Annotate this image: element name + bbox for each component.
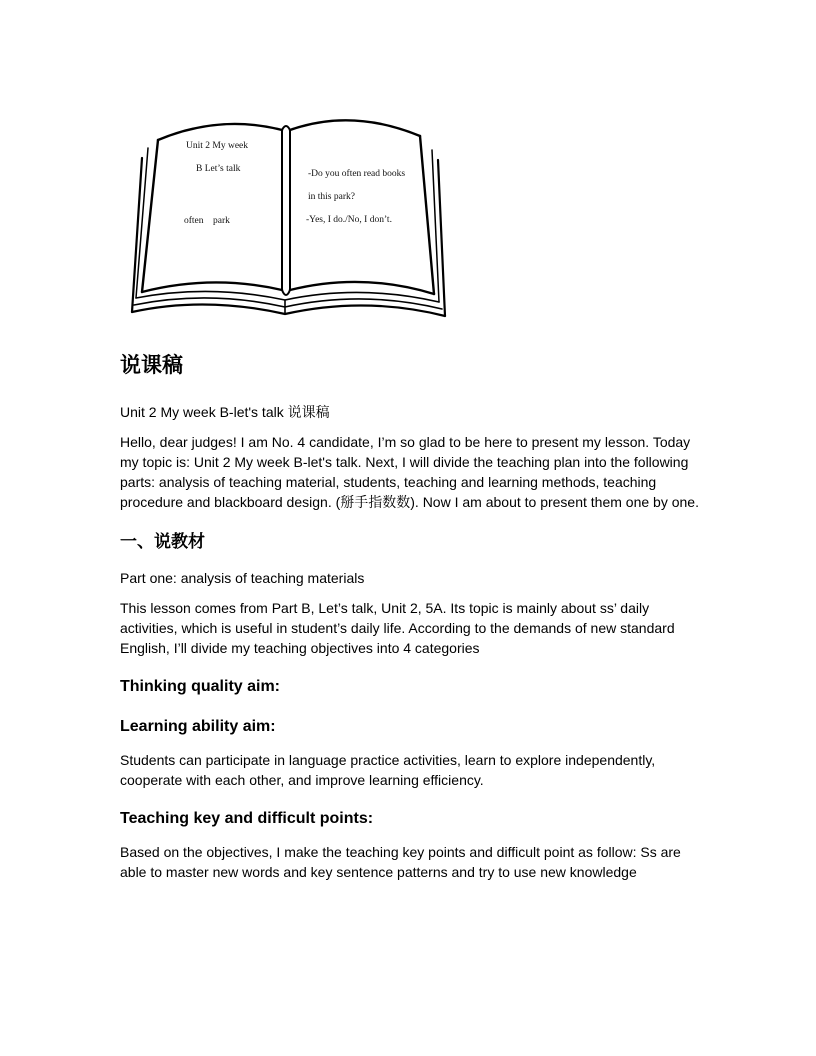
thinking-quality-heading: Thinking quality aim:	[120, 678, 281, 695]
document-body	[120, 348, 700, 892]
document-title: 说课稿	[120, 353, 183, 377]
lesson-description: This lesson comes from Part B, Let’s talk, Unit 2, 5A. Its topic is mainly about ss’ daily activities, which is useful in student’s daily life. According to the demands of new standard English, I’ll divide my teaching objectives into 4 categories	[120, 600, 675, 656]
book-text-unit: Unit 2 My week	[186, 141, 249, 151]
learning-ability-text: Students can participate in language practice activities, learn to explore independently, cooperate with each other, and improve learning efficiency.	[120, 752, 656, 788]
open-book-illustration	[120, 100, 450, 325]
part-one-label: Part one: analysis of teaching materials	[120, 570, 365, 586]
section-heading-materials: 一、说教材	[120, 532, 205, 552]
document-subtitle: Unit 2 My week B-let's talk 说课稿	[120, 404, 330, 420]
book-text-question: -Do you often read books	[308, 169, 406, 179]
intro-paragraph: Hello, dear judges! I am No. 4 candidate, I’m so glad to be here to present my lesson. Today my topic is: Unit 2 My week B-let's talk. Next, I will divide the teaching plan into the following parts: analysis of teaching material, students, teaching and learning methods, teaching procedure and blackboard design. (掰手指数数). Now I am about to present them one by one.	[120, 434, 699, 510]
book-text-lets-talk: B Let’s talk	[196, 164, 241, 174]
book-text-answer: -Yes, I do./No, I don’t.	[306, 215, 392, 225]
key-points-text: Based on the objectives, I make the teaching key points and difficult point as follow: Ss are able to master new words and key sentence patterns and try to use new knowledge	[120, 844, 681, 880]
key-points-heading: Teaching key and difficult points:	[120, 810, 374, 827]
book-text-words: often park	[184, 216, 230, 226]
book-text-question-end: in this park?	[308, 192, 355, 202]
open-book-drawing	[120, 100, 450, 325]
learning-ability-heading: Learning ability aim:	[120, 718, 276, 735]
